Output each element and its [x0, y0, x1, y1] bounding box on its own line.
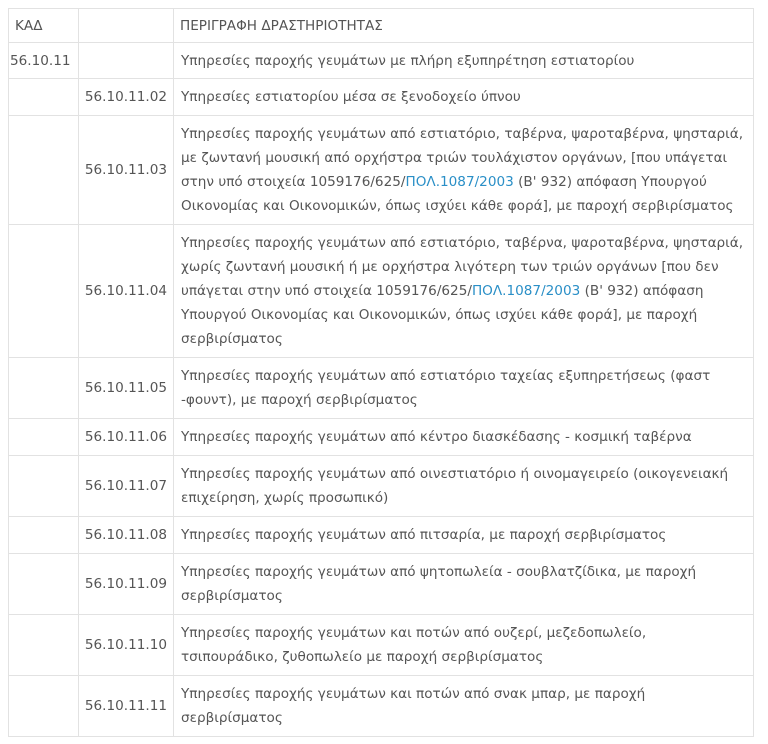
- subcode: 56.10.11.04: [79, 225, 174, 358]
- description-text-after: (Β' 932) απόφαση Υπουργού Οικονομίας και Οικονομικών, όπως ισχύει κάθε φορά], με παροχή σερβιρίσματος: [181, 174, 734, 214]
- subcode: 56.10.11.07: [79, 456, 174, 517]
- description: Υπηρεσίες παροχής γευμάτων και ποτών από σνακ μπαρ, με παροχή σερβιρίσματος: [174, 676, 754, 737]
- kad-empty-cell: [9, 456, 79, 517]
- description: Υπηρεσίες παροχής γευμάτων από κέντρο διασκέδασης - κοσμική ταβέρνα: [174, 419, 754, 456]
- description: Υπηρεσίες παροχής γευμάτων και ποτών από ουζερί, μεζεδοπωλείο, τσιπουράδικο, ζυθοπωλείο με παροχή σερβιρίσματος: [174, 615, 754, 676]
- kad-empty-cell: [9, 554, 79, 615]
- parent-description: Υπηρεσίες παροχής γευμάτων με πλήρη εξυπηρέτηση εστιατορίου: [174, 43, 754, 79]
- kad-empty-cell: [9, 358, 79, 419]
- pol-link[interactable]: ΠΟΛ.1087/2003: [405, 174, 514, 190]
- header-kad: ΚΑΔ: [9, 9, 79, 43]
- description: [174, 225, 754, 358]
- description: Υπηρεσίες παροχής γευμάτων από εστιατόριο ταχείας εξυπηρετήσεως (φαστ -φουντ), με παροχή σερβιρίσματος: [174, 358, 754, 419]
- table-row: [9, 358, 754, 419]
- subcode: 56.10.11.10: [79, 615, 174, 676]
- subcode: 56.10.11.05: [79, 358, 174, 419]
- kad-empty-cell: [9, 116, 79, 225]
- header-description: ΠΕΡΙΓΡΑΦΗ ΔΡΑΣΤΗΡΙΟΤΗΤΑΣ: [174, 9, 754, 43]
- table-row-parent: [9, 43, 754, 79]
- table-row: [9, 517, 754, 554]
- description: Υπηρεσίες εστιατορίου μέσα σε ξενοδοχείο ύπνου: [174, 79, 754, 116]
- subcode: 56.10.11.06: [79, 419, 174, 456]
- pol-link[interactable]: ΠΟΛ.1087/2003: [471, 283, 581, 299]
- table-row: [9, 225, 754, 358]
- table-row: [9, 615, 754, 676]
- subcode: 56.10.11.11: [79, 676, 174, 737]
- kad-empty-cell: [9, 419, 79, 456]
- subcode: 56.10.11.03: [79, 116, 174, 225]
- description: [174, 116, 754, 225]
- table-row: [9, 116, 754, 225]
- kad-table-container: [8, 8, 753, 737]
- table-row: [9, 419, 754, 456]
- kad-table: [8, 8, 754, 737]
- kad-empty-cell: [9, 225, 79, 358]
- description: Υπηρεσίες παροχής γευμάτων από οινεστιατόριο ή οινομαγειρείο (οικογενειακή επιχείρηση, χωρίς προσωπικό): [174, 456, 754, 517]
- table-header-row: [9, 9, 754, 43]
- kad-empty-cell: [9, 79, 79, 116]
- description-text-after: (Β' 932) απόφαση Υπουργού Οικονομίας και Οικονομικών, όπως ισχύει κάθε φορά], με παροχή σερβιρίσματος: [181, 283, 704, 347]
- description-text-before: Υπηρεσίες παροχής γευμάτων από εστιατόριο, ταβέρνα, ψαροταβέρνα, ψησταριά, με ζωντανή μουσική από ορχήστρα τριών τουλάχιστον οργάνων, [που υπάγεται στην υπό στοιχεία 1059176/625/: [181, 126, 744, 190]
- description: Υπηρεσίες παροχής γευμάτων από ψητοπωλεία - σουβλατζίδικα, με παροχή σερβιρίσματος: [174, 554, 754, 615]
- parent-code: 56.10.11: [9, 43, 79, 79]
- subcode: 56.10.11.08: [79, 517, 174, 554]
- table-row: [9, 456, 754, 517]
- kad-empty-cell: [9, 676, 79, 737]
- subcode: 56.10.11.02: [79, 79, 174, 116]
- table-row: [9, 554, 754, 615]
- header-empty: [79, 9, 174, 43]
- table-row: [9, 79, 754, 116]
- kad-empty-cell: [9, 517, 79, 554]
- table-row: [9, 676, 754, 737]
- subcode: 56.10.11.09: [79, 554, 174, 615]
- parent-subcode-empty: [79, 43, 174, 79]
- description-text-before: Υπηρεσίες παροχής γευμάτων από εστιατόριο, ταβέρνα, ψαροταβέρνα, ψησταριά, χωρίς ζωντανή μουσική ή με ορχήστρα λιγότερη των τριών οργάνων [που δεν υπάγεται στην υπό στοιχεία 1059176/625/: [181, 235, 744, 299]
- kad-empty-cell: [9, 615, 79, 676]
- description: Υπηρεσίες παροχής γευμάτων από πιτσαρία, με παροχή σερβιρίσματος: [174, 517, 754, 554]
